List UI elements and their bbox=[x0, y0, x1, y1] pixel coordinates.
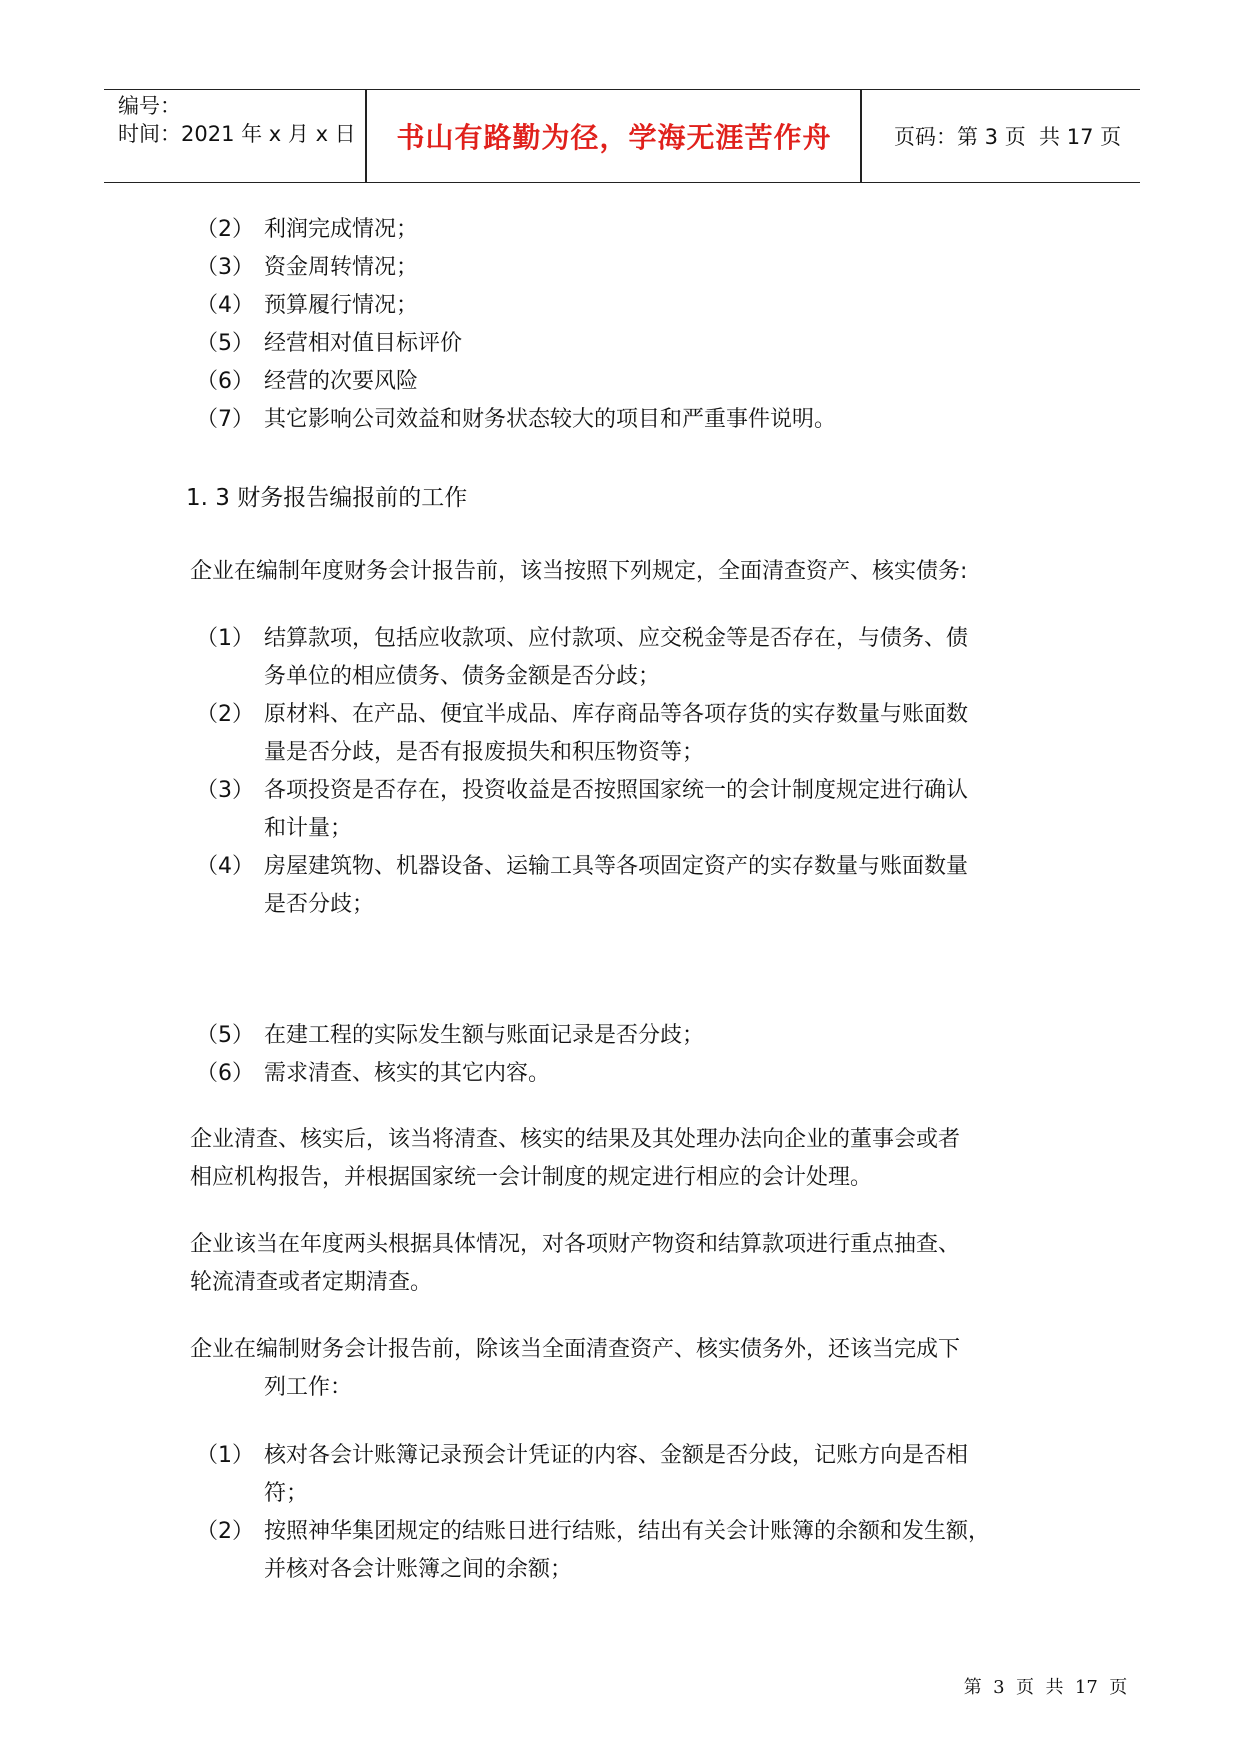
list-item-text: 符； bbox=[264, 1481, 309, 1506]
list-item-number: （6） bbox=[196, 369, 254, 394]
list-item-text: 经营的次要风险 bbox=[264, 369, 419, 394]
list-item-number: （2） bbox=[196, 217, 254, 242]
section-title: 1. 3 财务报告编报前的工作 bbox=[186, 485, 468, 511]
header-page-cell bbox=[872, 90, 1162, 182]
document-date-label: 时间：2021 年 x 月 x 日 bbox=[118, 122, 356, 146]
list-item-text: 量是否分歧，是否有报废损失和积压物资等； bbox=[264, 740, 705, 765]
header-page-number: 页码：第 3 页 共 17 页 bbox=[894, 125, 1122, 149]
list-item-text: 经营相对值目标评价 bbox=[264, 331, 463, 356]
list-item-text: 按照神华集团规定的结账日进行结账，结出有关会计账簿的余额和发生额， bbox=[264, 1519, 991, 1544]
list-item-text: 务单位的相应债务、债务金额是否分歧； bbox=[264, 664, 661, 689]
list-item-number: （3） bbox=[196, 255, 254, 280]
header-divider bbox=[860, 90, 862, 182]
list-item-text: 和计量； bbox=[264, 816, 353, 841]
list-item-text: 并核对各会计账簿之间的余额； bbox=[264, 1557, 573, 1582]
list-item-text: 资金周转情况； bbox=[264, 255, 419, 280]
list-item-text: 预算履行情况； bbox=[264, 293, 419, 318]
paragraph-line: 轮流清查或者定期清查。 bbox=[190, 1270, 433, 1295]
list-item-text: 其它影响公司效益和财务状态较大的项目和严重事件说明。 bbox=[264, 407, 837, 432]
list-item-number: （6） bbox=[196, 1061, 254, 1086]
list-item-text: 各项投资是否存在，投资收益是否按照国家统一的会计制度规定进行确认 bbox=[264, 778, 969, 803]
list-item-text: 是否分歧； bbox=[264, 892, 375, 917]
page-footer bbox=[0, 1673, 1241, 1699]
page-header bbox=[104, 89, 1140, 183]
paragraph-line: 列工作： bbox=[264, 1375, 353, 1400]
document-number-label: 编号： bbox=[118, 94, 181, 118]
list-item-number: （7） bbox=[196, 407, 254, 432]
list-item-text: 房屋建筑物、机器设备、运输工具等各项固定资产的实存数量与账面数量 bbox=[264, 854, 969, 879]
list-item-text: 结算款项，包括应收款项、应付款项、应交税金等是否存在，与债务、债 bbox=[264, 626, 969, 651]
list-item-number: （5） bbox=[196, 331, 254, 356]
list-item-number: （4） bbox=[196, 854, 254, 879]
list-item-number: （2） bbox=[196, 702, 254, 727]
header-divider bbox=[365, 90, 367, 182]
list-item-number: （2） bbox=[196, 1519, 254, 1544]
list-item-text: 需求清查、核实的其它内容。 bbox=[264, 1061, 551, 1086]
list-item-number: （5） bbox=[196, 1023, 254, 1048]
paragraph-line: 相应机构报告，并根据国家统一会计制度的规定进行相应的会计处理。 bbox=[190, 1165, 873, 1190]
list-item-number: （3） bbox=[196, 778, 254, 803]
header-motto-cell bbox=[368, 90, 860, 182]
list-item-number: （1） bbox=[196, 1443, 254, 1468]
list-item-text: 利润完成情况； bbox=[264, 217, 419, 242]
list-item-text: 核对各会计账簿记录预会计凭证的内容、金额是否分歧，记账方向是否相 bbox=[264, 1443, 969, 1468]
header-motto: 书山有路勤为径，学海无涯苦作舟 bbox=[396, 121, 832, 154]
list-item-number: （4） bbox=[196, 293, 254, 318]
paragraph-line: 企业在编制财务会计报告前，除该当全面清查资产、核实债务外，还该当完成下 bbox=[190, 1337, 961, 1362]
paragraph-line: 企业清查、核实后，该当将清查、核实的结果及其处理办法向企业的董事会或者 bbox=[190, 1127, 961, 1152]
list-item-text: 原材料、在产品、便宜半成品、库存商品等各项存货的实存数量与账面数 bbox=[264, 702, 969, 727]
list-item-text: 在建工程的实际发生额与账面记录是否分歧； bbox=[264, 1023, 705, 1048]
paragraph: 企业在编制年度财务会计报告前，该当按照下列规定，全面清查资产、核实债务: bbox=[190, 559, 968, 584]
header-meta bbox=[118, 90, 368, 182]
footer-page-number: 第 3 页 共 17 页 bbox=[963, 1677, 1128, 1698]
list-item-number: （1） bbox=[196, 626, 254, 651]
paragraph-line: 企业该当在年度两头根据具体情况，对各项财产物资和结算款项进行重点抽查、 bbox=[190, 1232, 961, 1257]
